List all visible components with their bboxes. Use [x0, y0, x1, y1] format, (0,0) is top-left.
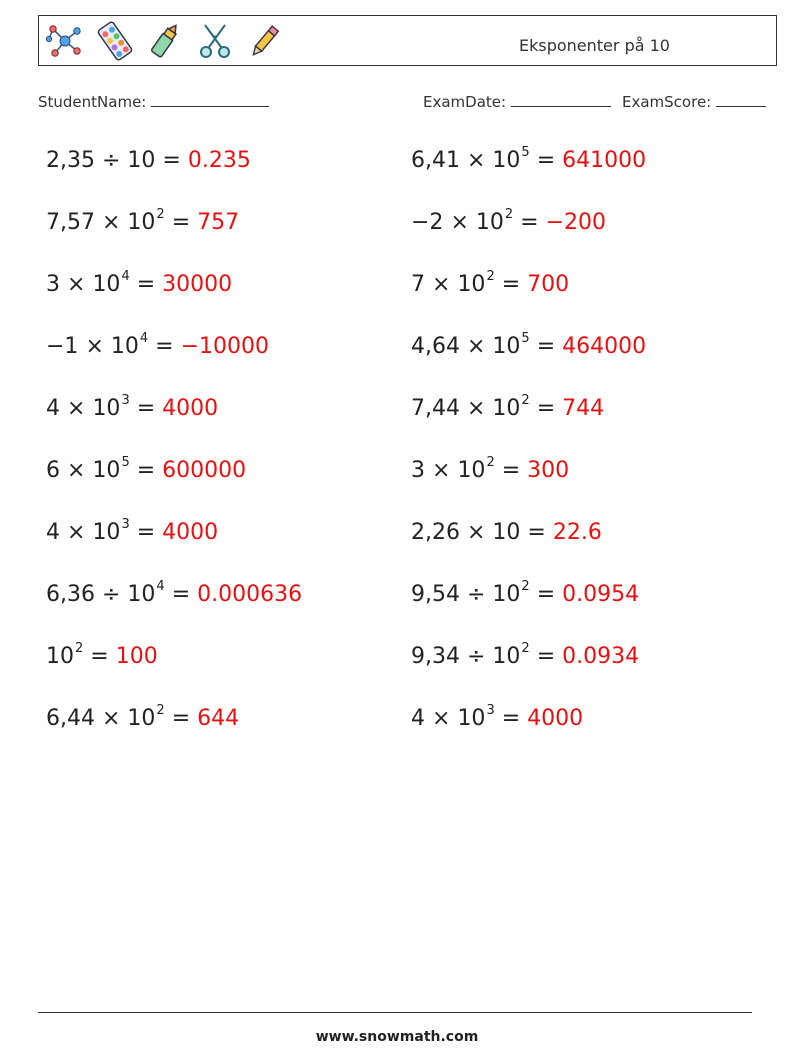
- problem-equals: =: [536, 334, 556, 359]
- problem-base: 3: [411, 458, 425, 483]
- problem-answer: 4000: [527, 706, 584, 731]
- problem-operator: ÷: [101, 582, 121, 607]
- footer-divider: [38, 1012, 752, 1013]
- problem-equals: =: [536, 644, 556, 669]
- problem-operator: ×: [67, 396, 86, 421]
- problem-base: 9,54: [411, 582, 460, 607]
- problem-power-base: 10: [127, 210, 156, 235]
- problem-item: [46, 579, 303, 607]
- problem-answer: 100: [115, 644, 158, 669]
- problem-base: 4: [46, 396, 60, 421]
- problem-answer: 0.0934: [562, 644, 640, 669]
- problem-item: [411, 145, 647, 173]
- problem-power-base: 10: [492, 644, 521, 669]
- problem-item: [46, 455, 247, 483]
- problem-answer: 700: [527, 272, 570, 297]
- problem-item: [411, 455, 570, 483]
- problem-exponent: 4: [121, 269, 130, 284]
- problem-item: [46, 331, 270, 359]
- problem-answer: 300: [527, 458, 570, 483]
- problem-item: [411, 269, 570, 297]
- worksheet-title: Eksponenter på 10: [519, 36, 670, 55]
- problem-equals: =: [520, 210, 539, 235]
- problem-base: 7,57: [46, 210, 95, 235]
- problem-exponent: 4: [139, 331, 149, 346]
- problem-exponent: 3: [121, 517, 130, 532]
- paint-palette-icon: [95, 21, 135, 61]
- problem-exponent: 2: [521, 393, 530, 408]
- exam-score-field: [622, 92, 766, 111]
- problem-operator: ×: [466, 396, 486, 421]
- problem-item: [411, 393, 605, 421]
- problem-equals: =: [90, 644, 109, 669]
- exam-date-blank[interactable]: [511, 92, 611, 107]
- problem-item: [411, 703, 584, 731]
- problem-base: 3: [46, 272, 60, 297]
- footer-url: www.snowmath.com: [315, 1029, 479, 1045]
- problem-base: 6: [46, 458, 60, 483]
- student-name-blank[interactable]: [151, 92, 269, 107]
- problem-power-base: 10: [475, 210, 504, 235]
- problem-power-base: 10: [492, 334, 521, 359]
- problem-power-base: 10: [92, 458, 121, 483]
- problem-equals: =: [136, 520, 156, 545]
- problem-answer: 464000: [562, 334, 647, 359]
- problem-item: [46, 393, 219, 421]
- problem-item: [46, 269, 233, 297]
- problem-exponent: 3: [486, 703, 495, 718]
- problem-equals: =: [171, 210, 191, 235]
- problem-base: 7,44: [411, 396, 460, 421]
- problem-exponent: 5: [121, 455, 130, 470]
- problem-equals: =: [501, 706, 521, 731]
- problem-power-base: 10: [127, 148, 156, 173]
- problem-power-base: 10: [492, 520, 521, 545]
- problem-base: 2,35: [46, 148, 95, 173]
- problem-equals: =: [162, 148, 181, 173]
- problem-equals: =: [536, 582, 556, 607]
- problem-equals: =: [171, 582, 191, 607]
- problem-base: 6,36: [46, 582, 95, 607]
- pencil-icon: [245, 21, 285, 61]
- problem-exponent: 2: [486, 455, 495, 470]
- problem-item: [46, 703, 240, 731]
- problem-operator: ×: [432, 706, 451, 731]
- problem-power-base: 10: [492, 396, 521, 421]
- problem-operator: ÷: [466, 644, 486, 669]
- scissors-icon: [195, 21, 235, 61]
- problem-answer: 30000: [162, 272, 233, 297]
- problem-equals: =: [527, 520, 546, 545]
- problem-power-base: 10: [457, 272, 486, 297]
- worksheet-header: [38, 15, 777, 66]
- problem-item: [411, 520, 602, 545]
- exam-score-blank[interactable]: [716, 92, 766, 107]
- problem-exponent: 2: [521, 641, 530, 656]
- problem-operator: ×: [101, 210, 121, 235]
- problem-operator: ×: [85, 334, 104, 359]
- problem-base: 4: [411, 706, 425, 731]
- problem-equals: =: [536, 396, 556, 421]
- problem-item: [411, 579, 640, 607]
- problem-operator: ×: [466, 148, 486, 173]
- problem-exponent: 2: [521, 579, 530, 594]
- problem-power-base: 10: [46, 644, 74, 669]
- problem-exponent: 2: [486, 269, 495, 284]
- problem-answer: 641000: [562, 148, 647, 173]
- problem-answer: 22.6: [552, 520, 602, 545]
- problem-power-base: 10: [492, 582, 521, 607]
- problem-answer: 600000: [162, 458, 247, 483]
- problem-equals: =: [501, 272, 521, 297]
- problem-power-base: 10: [457, 706, 486, 731]
- problem-equals: =: [136, 458, 156, 483]
- problem-base: 7: [411, 272, 425, 297]
- problem-item: [46, 148, 251, 173]
- problem-power-base: 10: [492, 148, 521, 173]
- problem-power-base: 10: [127, 706, 156, 731]
- problem-item: [411, 641, 640, 669]
- exam-score-label: ExamScore:: [622, 93, 712, 111]
- problem-operator: ×: [101, 706, 121, 731]
- header-icons: [45, 21, 285, 61]
- problem-operator: ×: [432, 272, 451, 297]
- problem-power-base: 10: [92, 520, 121, 545]
- problem-item: [411, 331, 647, 359]
- molecule-icon: [45, 21, 85, 61]
- problem-equals: =: [136, 396, 156, 421]
- problem-base: 9,34: [411, 644, 460, 669]
- problem-answer: 0.0954: [562, 582, 640, 607]
- problem-operator: ×: [450, 210, 469, 235]
- problem-item: [46, 641, 158, 669]
- problem-exponent: 2: [156, 703, 165, 718]
- problem-base: 4,64: [411, 334, 460, 359]
- problem-operator: ×: [67, 458, 86, 483]
- problem-power-base: 10: [110, 334, 139, 359]
- student-name-field: [38, 92, 269, 111]
- problem-exponent: 2: [156, 207, 165, 222]
- problem-base: 4: [46, 520, 60, 545]
- problem-operator: ×: [466, 520, 486, 545]
- problem-item: [46, 207, 240, 235]
- problem-equals: =: [171, 706, 191, 731]
- problem-operator: ×: [432, 458, 451, 483]
- problem-exponent: 4: [156, 579, 165, 594]
- problem-operator: ×: [67, 520, 86, 545]
- problem-answer: 0.000636: [197, 582, 303, 607]
- student-name-label: StudentName:: [38, 93, 147, 111]
- highlighter-icon: [145, 21, 185, 61]
- problem-base: −1: [46, 334, 79, 359]
- problem-operator: ×: [466, 334, 486, 359]
- problem-power-base: 10: [457, 458, 486, 483]
- problem-base: 6,44: [46, 706, 95, 731]
- problem-exponent: 2: [75, 641, 84, 656]
- problem-equals: =: [501, 458, 521, 483]
- problem-equals: =: [136, 272, 156, 297]
- problem-answer: 644: [197, 706, 240, 731]
- problem-equals: =: [155, 334, 174, 359]
- problem-answer: 757: [197, 210, 240, 235]
- problem-answer: −200: [545, 210, 607, 235]
- problem-equals: =: [536, 148, 556, 173]
- problem-base: 6,41: [411, 148, 460, 173]
- problem-operator: ÷: [101, 148, 121, 173]
- problem-base: 2,26: [411, 520, 460, 545]
- problem-answer: −10000: [180, 334, 270, 359]
- problem-power-base: 10: [92, 396, 121, 421]
- problem-operator: ÷: [466, 582, 486, 607]
- problem-answer: 4000: [162, 520, 219, 545]
- exam-date-label: ExamDate:: [423, 93, 507, 111]
- problem-item: [46, 517, 219, 545]
- problem-exponent: 5: [521, 145, 530, 160]
- problem-item: [411, 207, 607, 235]
- problem-answer: 0.235: [187, 148, 251, 173]
- problem-power-base: 10: [127, 582, 156, 607]
- problem-exponent: 5: [521, 331, 530, 346]
- problem-power-base: 10: [92, 272, 121, 297]
- problem-operator: ×: [67, 272, 86, 297]
- problem-answer: 4000: [162, 396, 219, 421]
- problem-exponent: 2: [504, 207, 514, 222]
- problem-base: −2: [411, 210, 444, 235]
- problem-answer: 744: [562, 396, 605, 421]
- problem-exponent: 3: [121, 393, 130, 408]
- exam-date-field: [423, 92, 611, 111]
